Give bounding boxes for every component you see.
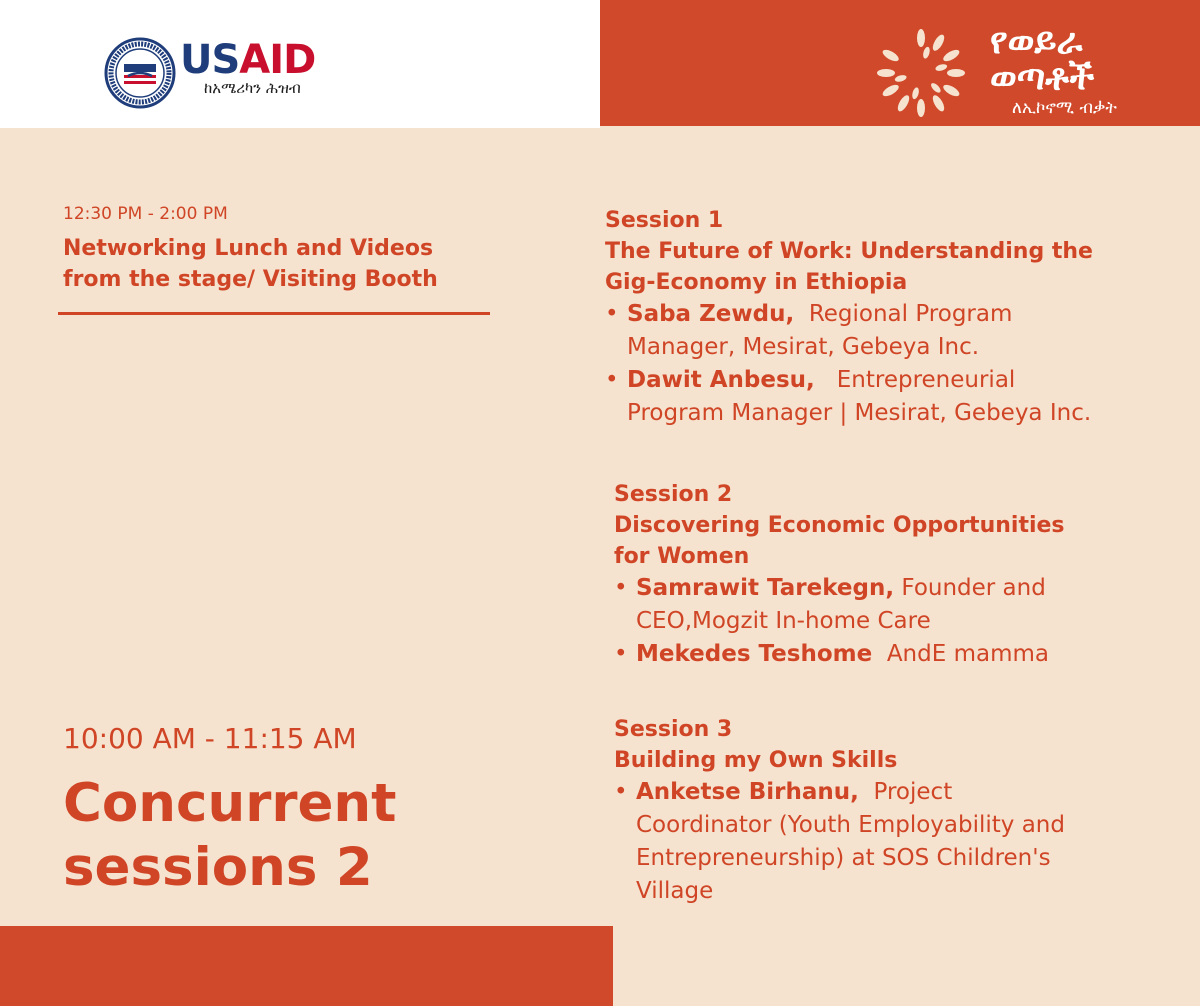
brand-name-line1: የወይራ <box>990 21 1083 62</box>
session-label: Session 3 <box>614 717 733 742</box>
speaker-name: Saba Zewdu, <box>627 301 795 327</box>
speaker-name: Mekedes Teshome <box>636 641 873 667</box>
speaker-role-cont: CEO,Mogzit In-home Care <box>636 608 931 634</box>
session-3 <box>614 714 1184 908</box>
session-title-line1: The Future of Work: Understanding the <box>605 239 1093 264</box>
speaker-list <box>614 776 1184 908</box>
session-1 <box>605 205 1175 430</box>
lunch-title-line1: Networking Lunch and Videos <box>63 236 434 261</box>
speaker-role-cont: Entrepreneurship) at SOS Children's <box>636 845 1051 871</box>
concurrent-title-line1: Concurrent <box>63 773 397 834</box>
usaid-wordmark <box>180 37 315 83</box>
speaker-role: AndE mamma <box>886 641 1049 667</box>
speaker-list <box>614 572 1184 671</box>
session-label: Session 1 <box>605 208 724 233</box>
usaid-wordmark-aid: AID <box>239 37 316 83</box>
speaker-name: Dawit Anbesu, <box>627 367 815 393</box>
session-title-line1: Building my Own Skills <box>614 748 898 773</box>
speaker-item <box>605 298 1175 364</box>
speaker-item <box>614 638 1184 671</box>
speaker-role: Project <box>873 779 953 805</box>
lunch-title <box>63 233 523 295</box>
speaker-role: Regional Program <box>808 301 1013 327</box>
brand-tagline: ለኢኮኖሚ ብቃት <box>1012 98 1117 118</box>
speaker-role: Founder and <box>901 575 1046 601</box>
usaid-tagline: ከአሜሪካን ሕዝብ <box>204 79 301 97</box>
speaker-item <box>605 364 1175 430</box>
speaker-item <box>614 572 1184 638</box>
usaid-seal-icon <box>104 37 176 109</box>
footer-orange-bar <box>0 926 613 1006</box>
brand-name-line2: ወጣቶች <box>990 57 1095 98</box>
concurrent-title <box>63 772 583 900</box>
session-title-line2: Gig-Economy in Ethiopia <box>605 270 908 295</box>
speaker-name: Samrawit Tarekegn, <box>636 575 895 601</box>
speaker-role-cont: Program Manager | Mesirat, Gebeya Inc. <box>627 400 1092 426</box>
speaker-item <box>614 776 1184 908</box>
session-2 <box>614 479 1184 671</box>
divider-rule <box>58 312 490 315</box>
session-label: Session 2 <box>614 482 733 507</box>
speaker-role-cont: Coordinator (Youth Employability and <box>636 812 1065 838</box>
speaker-role: Entrepreneurial <box>836 367 1016 393</box>
session-title-line2: for Women <box>614 544 750 569</box>
concurrent-title-line2: sessions 2 <box>63 837 373 898</box>
concurrent-time: 10:00 AM - 11:15 AM <box>63 722 357 755</box>
lunch-title-line2: from the stage/ Visiting Booth <box>63 267 438 292</box>
speaker-role-cont: Manager, Mesirat, Gebeya Inc. <box>627 334 980 360</box>
speaker-list <box>605 298 1175 430</box>
session-title-line1: Discovering Economic Opportunities <box>614 513 1065 538</box>
usaid-wordmark-us: US <box>180 37 240 83</box>
olive-wreath-icon <box>876 28 966 118</box>
speaker-name: Anketse Birhanu, <box>636 779 859 805</box>
lunch-time: 12:30 PM - 2:00 PM <box>63 204 228 224</box>
speaker-role-cont: Village <box>636 878 714 904</box>
